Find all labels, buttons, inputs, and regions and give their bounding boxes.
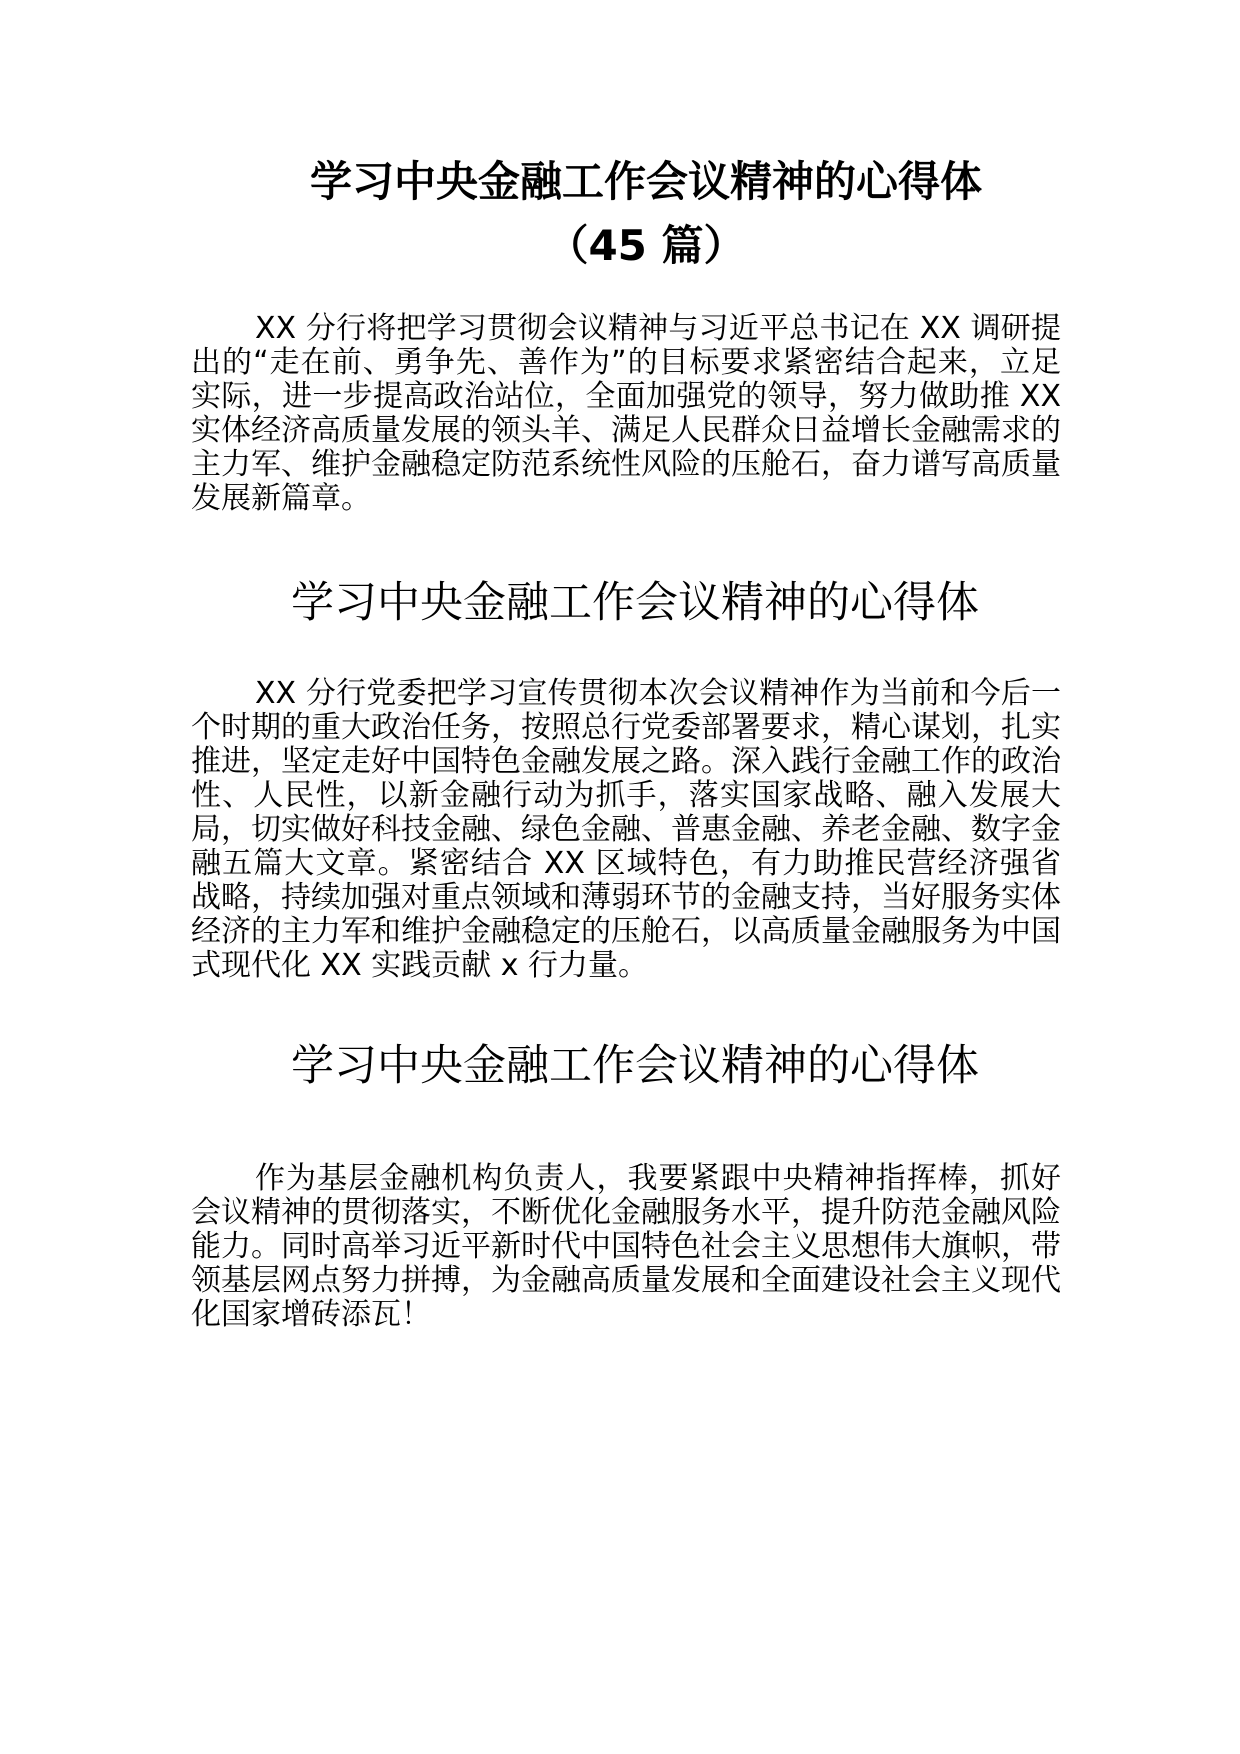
document-title-line-2: （45 篇） bbox=[546, 221, 746, 270]
document-title bbox=[191, 150, 1061, 278]
document-body bbox=[191, 150, 1061, 1332]
document-title-line-1: 学习中央金融工作会议精神的心得体 bbox=[309, 157, 982, 206]
section-heading-2: 学习中央金融工作会议精神的心得体 bbox=[291, 1041, 979, 1091]
section-heading-1: 学习中央金融工作会议精神的心得体 bbox=[291, 578, 979, 628]
paragraph-3: 作为基层金融机构负责人，我要紧跟中央精神指挥棒，抓好会议精神的贯彻落实，不断优化金融服务水平，提升防范金融风险能力。同时高举习近平新时代中国特色社会主义思想伟大旗帜，带领基层网点努力拼搏，为金融高质量发展和全面建设社会主义现代化国家增砖添瓦！ bbox=[191, 1161, 1061, 1332]
paragraph-2: XX 分行党委把学习宣传贯彻本次会议精神作为当前和今后一个时期的重大政治任务，按照总行党委部署要求，精心谋划，扎实推进，坚定走好中国特色金融发展之路。深入践行金融工作的政治性、人民性，以新金融行动为抓手，落实国家战略、融入发展大局，切实做好科技金融、绿色金融、普惠金融、养老金融、数字金融五篇大文章。紧密结合 XX 区域特色，有力助推民营经济强省战略，持续加强对重点领域和薄弱环节的金融支持，当好服务实体经济的主力军和维护金融稳定的压舱石，以高质量金融服务为中国式现代化 XX 实践贡献 x 行力量。 bbox=[191, 676, 1061, 983]
paragraph-1: XX 分行将把学习贯彻会议精神与习近平总书记在 XX 调研提出的“走在前、勇争先、善作为”的目标要求紧密结合起来，立足实际，进一步提高政治站位，全面加强党的领导，努力做助推 XX 实体经济高质量发展的领头羊、满足人民群众日益增长金融需求的主力军、维护金融稳定防范系统性风险的压舱石，奋力谱写高质量发展新篇章。 bbox=[191, 311, 1061, 516]
